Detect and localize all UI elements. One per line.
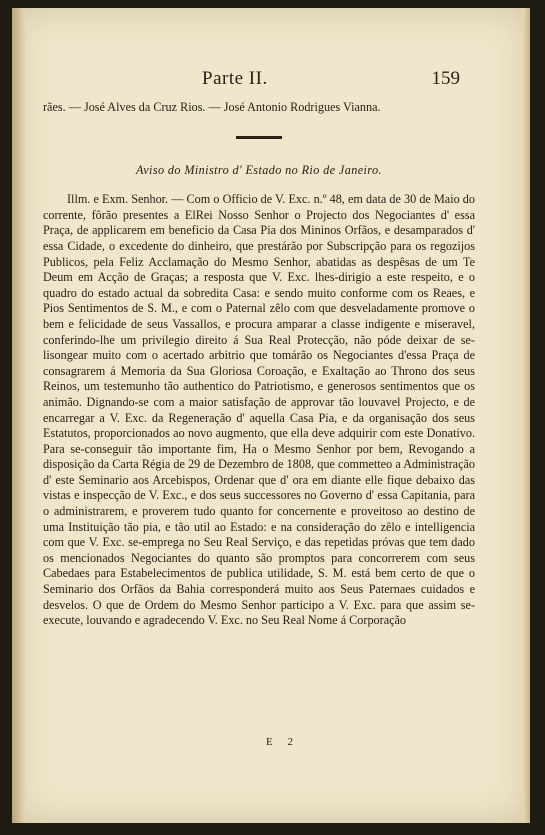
page-number: 159 (431, 68, 460, 89)
continued-names: rães. — José Alves da Cruz Rios. — José Antonio Rodrigues Vianna. (43, 100, 381, 114)
page-body (43, 100, 475, 629)
section-title: Aviso do Ministro d' Estado no Rio de Janeiro. (136, 162, 382, 177)
section-divider (236, 136, 282, 139)
page-header (12, 68, 530, 94)
book-page (12, 8, 530, 823)
page-edge (522, 8, 530, 823)
page-gutter (12, 8, 26, 823)
signature-mark: E 2 (266, 736, 299, 748)
letter-body: Illm. e Exm. Senhor. — Com o Officio de V. Exc. n.º 48, em data de 30 de Maio do corrente, fôrão presentes a ElRei Nosso Senhor o Projecto dos Negociantes d' essa Praça, de applicarem em beneficio da Casa Pia dos Mininos Orfãos, e desamparados d' essa Cidade, o excedente do dinheiro, que prestárão por Subscripção para os regozijos Publicos, pela Feliz Acclamação do Mesmo Senhor, abatidas as despêsas de um Te Deum em Acção de Graças; a resposta que V. Exc. lhes-dirigio a este respeito, e o quadro do estado actual da sobredita Casa: e sendo muito conforme com os Reaes, e Pios Sentimentos de S. M., e com o Paternal zêlo com que desveladamente promove o bem e felicidade de seus Vassallos, e procura amparar a classe indigente e miseravel, conferindo-lhe um privilegio direito á Sua Real Protecção, não póde deixar de se-lisongear muito com o acertado arbitrio que tomárão os Negociantes d'essa Praça de consagrarem á Memoria da Sua Gloriosa Coroação, e Exaltação ao Throno dos seus Reinos, um testemunho tão authentico do Patriotismo, e generosos sentimentos que os animão. Dignando-se com a maior satisfação de approvar tão louvavel Projecto, e de encarregar a V. Exc. da Regeneração d' aquella Casa Pia, e da organisação dos seus Estatutos, proporcionados ao novo augmento, que ella deve adquirir com este Donativo. Para se-conseguir tão importante fim, Ha o Mesmo Senhor por bem, Revogando a disposição da Carta Régia de 29 de Dezembro de 1808, que commetteo a Administração d' este Seminario aos Arcebispos, Ordenar que d' ora em diante elle fique debaixo das vistas e inspecção de V. Exc., e dos seus successores no Governo d' essa Capitania, para o administrarem, e proverem tudo quanto for concernente e proveitoso ao destino de uma Instituição tão pia, e tão util ao Estado: e na consideração do zêlo e intelligencia com que V. Exc. se-emprega no Seu Real Serviço, e das repetidas próvas que tem dado os mencionados Negociantes do quanto são promptos para concorrerem com seus Cabedaes para Estabelecimentos de publica utilidade, S. M. está bem certo de que o Seminario dos Orfãos da Bahia corresponderá muito aos Seus Paternaes cuidados e desvelos. O que de Ordem do Mesmo Senhor participo a V. Exc. para que assim se-execute, louvando e agradecendo V. Exc. no Seu Real Nome á Corporação (43, 192, 475, 628)
running-head: Parte II. (202, 68, 268, 89)
